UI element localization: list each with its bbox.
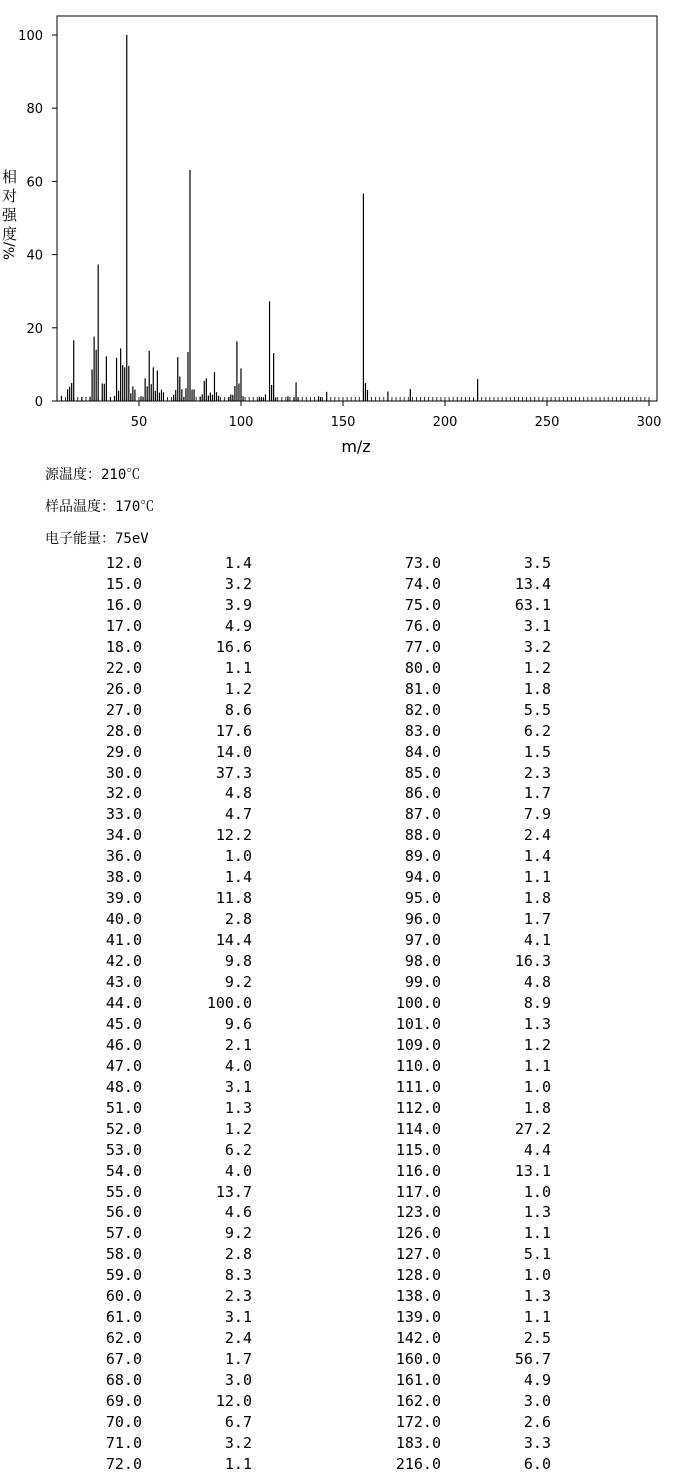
y-major-ticks <box>18 29 57 410</box>
mz-cell: 160.0 <box>395 1350 441 1369</box>
intensity-cell: 1.3 <box>523 1287 551 1306</box>
mz-cell: 67.0 <box>105 1350 142 1369</box>
mz-cell: 17.0 <box>105 616 142 635</box>
mz-cell: 74.0 <box>404 574 441 593</box>
table-row <box>0 909 680 930</box>
y-tick-label: 60 <box>26 175 43 191</box>
table-row <box>0 1098 680 1119</box>
intensity-cell: 1.8 <box>523 679 551 698</box>
mz-cell: 85.0 <box>404 763 441 782</box>
mz-cell: 52.0 <box>105 1119 142 1138</box>
mz-cell: 53.0 <box>105 1140 142 1159</box>
intensity-cell: 1.1 <box>224 1454 252 1473</box>
intensity-cell: 12.2 <box>215 826 252 845</box>
table-row <box>0 1370 680 1391</box>
intensity-cell: 9.6 <box>224 1014 252 1033</box>
intensity-cell: 2.4 <box>523 826 551 845</box>
mz-cell: 33.0 <box>105 805 142 824</box>
intensity-cell: 1.1 <box>523 868 551 887</box>
intensity-cell: 9.8 <box>224 952 252 971</box>
mz-cell: 51.0 <box>105 1098 142 1117</box>
mz-cell: 45.0 <box>105 1014 142 1033</box>
intensity-cell: 4.8 <box>224 784 252 803</box>
table-row <box>0 867 680 888</box>
mz-cell: 114.0 <box>395 1119 441 1138</box>
intensity-cell: 4.6 <box>224 1203 252 1222</box>
mz-cell: 54.0 <box>105 1161 142 1180</box>
intensity-cell: 1.3 <box>523 1203 551 1222</box>
mz-cell: 99.0 <box>404 973 441 991</box>
intensity-cell: 1.8 <box>523 1098 551 1117</box>
mz-cell: 172.0 <box>395 1412 441 1431</box>
intensity-cell: 9.2 <box>224 1224 252 1243</box>
peak-table <box>0 553 680 1474</box>
table-row <box>0 1223 680 1244</box>
mz-cell: 62.0 <box>105 1329 142 1348</box>
table-row <box>0 574 680 595</box>
mz-cell: 116.0 <box>395 1161 441 1180</box>
table-row <box>0 679 680 700</box>
mass-spectrum-chart <box>0 0 680 465</box>
mz-cell: 55.0 <box>105 1182 142 1201</box>
intensity-cell: 37.3 <box>215 763 252 782</box>
intensity-cell: 2.3 <box>523 763 551 782</box>
intensity-cell: 14.0 <box>215 742 252 761</box>
mz-cell: 38.0 <box>105 868 142 887</box>
table-row <box>0 553 680 574</box>
table-row <box>0 1035 680 1056</box>
y-tick-label: 100 <box>18 29 43 44</box>
mz-cell: 183.0 <box>395 1433 441 1452</box>
table-row <box>0 825 680 846</box>
intensity-cell: 1.2 <box>523 1035 551 1054</box>
mz-cell: 111.0 <box>395 1077 441 1096</box>
mz-cell: 27.0 <box>105 700 142 719</box>
y-tick-label: 20 <box>26 321 43 337</box>
intensity-cell: 1.0 <box>523 1266 551 1285</box>
x-tick-label: 300 <box>636 415 662 430</box>
mz-cell: 29.0 <box>105 742 142 761</box>
table-row <box>0 846 680 867</box>
intensity-cell: 1.0 <box>523 1077 551 1096</box>
mz-cell: 46.0 <box>105 1035 142 1054</box>
mz-cell: 142.0 <box>395 1329 441 1348</box>
mz-cell: 138.0 <box>395 1287 441 1306</box>
intensity-cell: 8.6 <box>224 700 252 719</box>
intensity-cell: 1.4 <box>224 868 252 887</box>
table-row <box>0 1056 680 1077</box>
mz-cell: 117.0 <box>395 1182 441 1201</box>
mz-cell: 28.0 <box>105 721 142 740</box>
intensity-cell: 3.2 <box>523 637 551 656</box>
mz-cell: 87.0 <box>404 805 441 824</box>
mz-cell: 216.0 <box>395 1454 441 1473</box>
intensity-cell: 3.0 <box>224 1371 252 1390</box>
mz-cell: 60.0 <box>105 1287 142 1306</box>
intensity-cell: 3.2 <box>224 1433 252 1452</box>
table-row <box>0 1328 680 1349</box>
table-row <box>0 1119 680 1140</box>
table-row <box>0 888 680 909</box>
intensity-cell: 1.7 <box>523 784 551 803</box>
mz-cell: 16.0 <box>105 595 142 614</box>
table-row <box>0 1244 680 1265</box>
intensity-cell: 3.2 <box>224 574 252 593</box>
intensity-cell: 12.0 <box>215 1392 252 1410</box>
table-row <box>0 721 680 742</box>
intensity-cell: 1.7 <box>523 910 551 929</box>
source-temperature: 源温度：210℃ <box>45 467 141 483</box>
table-row <box>0 616 680 637</box>
intensity-cell: 16.3 <box>514 952 551 971</box>
y-tick-label: 0 <box>34 395 43 410</box>
mz-cell: 68.0 <box>105 1371 142 1390</box>
intensity-cell: 14.4 <box>215 931 252 950</box>
intensity-cell: 4.1 <box>523 931 551 950</box>
table-row <box>0 1391 680 1412</box>
intensity-cell: 2.8 <box>224 1245 252 1264</box>
electron-energy: 电子能量：75eV <box>45 531 149 547</box>
mz-cell: 82.0 <box>404 700 441 719</box>
intensity-cell: 7.9 <box>523 805 551 824</box>
table-row <box>0 1454 680 1475</box>
intensity-cell: 3.1 <box>224 1077 252 1096</box>
intensity-cell: 16.6 <box>215 637 252 656</box>
intensity-cell: 4.7 <box>224 805 252 824</box>
intensity-cell: 1.5 <box>523 742 551 761</box>
table-row <box>0 1014 680 1035</box>
mz-cell: 126.0 <box>395 1224 441 1243</box>
mz-cell: 58.0 <box>105 1245 142 1264</box>
mz-cell: 40.0 <box>105 910 142 929</box>
intensity-cell: 1.3 <box>224 1098 252 1117</box>
table-row <box>0 658 680 679</box>
mz-cell: 61.0 <box>105 1308 142 1327</box>
mz-cell: 22.0 <box>105 658 142 677</box>
intensity-cell: 8.3 <box>224 1266 252 1285</box>
intensity-cell: 63.1 <box>514 595 551 614</box>
table-row <box>0 742 680 763</box>
mz-cell: 70.0 <box>105 1412 142 1431</box>
mz-cell: 139.0 <box>395 1308 441 1327</box>
mz-cell: 84.0 <box>404 742 441 761</box>
mz-cell: 71.0 <box>105 1433 142 1452</box>
mz-cell: 94.0 <box>404 868 441 887</box>
table-row <box>0 637 680 658</box>
mz-cell: 36.0 <box>105 847 142 866</box>
intensity-cell: 5.1 <box>523 1245 551 1264</box>
mz-cell: 34.0 <box>105 826 142 845</box>
intensity-cell: 1.1 <box>523 1224 551 1243</box>
intensity-cell: 4.9 <box>224 616 252 635</box>
y-tick-label: 80 <box>26 102 43 118</box>
mz-cell: 109.0 <box>395 1035 441 1054</box>
intensity-cell: 6.2 <box>224 1140 252 1159</box>
mz-cell: 72.0 <box>105 1454 142 1473</box>
mz-cell: 76.0 <box>404 616 441 635</box>
table-row <box>0 930 680 951</box>
mz-cell: 100.0 <box>395 993 441 1012</box>
intensity-cell: 3.5 <box>523 554 551 572</box>
table-row <box>0 1202 680 1223</box>
spectrum-peaks <box>61 35 477 401</box>
intensity-cell: 3.1 <box>523 616 551 635</box>
table-row <box>0 1349 680 1370</box>
intensity-cell: 1.4 <box>224 554 252 572</box>
mz-cell: 57.0 <box>105 1224 142 1243</box>
x-tick-label: 50 <box>130 415 148 430</box>
table-row <box>0 951 680 972</box>
intensity-cell: 100.0 <box>206 993 252 1012</box>
intensity-cell: 1.2 <box>523 658 551 677</box>
intensity-cell: 1.4 <box>523 847 551 866</box>
mz-cell: 41.0 <box>105 931 142 950</box>
mz-cell: 48.0 <box>105 1077 142 1096</box>
mz-cell: 115.0 <box>395 1140 441 1159</box>
intensity-cell: 6.0 <box>523 1454 551 1473</box>
table-row <box>0 1077 680 1098</box>
table-row <box>0 1182 680 1203</box>
x-tick-label: 250 <box>534 415 560 430</box>
intensity-cell: 27.2 <box>514 1119 551 1138</box>
mz-cell: 162.0 <box>395 1392 441 1410</box>
mz-cell: 18.0 <box>105 637 142 656</box>
sample-temperature: 样品温度：170℃ <box>45 499 155 515</box>
intensity-cell: 4.9 <box>523 1371 551 1390</box>
mz-cell: 86.0 <box>404 784 441 803</box>
intensity-cell: 3.9 <box>224 595 252 614</box>
mz-cell: 12.0 <box>105 554 142 572</box>
plot-frame <box>57 16 657 401</box>
mz-cell: 30.0 <box>105 763 142 782</box>
mz-cell: 161.0 <box>395 1371 441 1390</box>
table-row <box>0 783 680 804</box>
y-axis-unit: %/ <box>2 241 18 260</box>
intensity-cell: 1.8 <box>523 889 551 908</box>
intensity-cell: 56.7 <box>514 1350 551 1369</box>
intensity-cell: 2.3 <box>224 1287 252 1306</box>
intensity-cell: 1.1 <box>523 1308 551 1327</box>
table-row <box>0 1140 680 1161</box>
intensity-cell: 4.8 <box>523 973 551 991</box>
mz-cell: 43.0 <box>105 973 142 991</box>
mz-cell: 59.0 <box>105 1266 142 1285</box>
mz-cell: 56.0 <box>105 1203 142 1222</box>
x-tick-label: 150 <box>330 415 356 430</box>
mz-cell: 110.0 <box>395 1056 441 1075</box>
intensity-cell: 4.0 <box>224 1161 252 1180</box>
table-row <box>0 993 680 1014</box>
mz-cell: 80.0 <box>404 658 441 677</box>
mz-cell: 77.0 <box>404 637 441 656</box>
mz-cell: 97.0 <box>404 931 441 950</box>
intensity-cell: 1.3 <box>523 1014 551 1033</box>
intensity-cell: 4.0 <box>224 1056 252 1075</box>
intensity-cell: 6.2 <box>523 721 551 740</box>
table-row <box>0 1265 680 1286</box>
mz-cell: 83.0 <box>404 721 441 740</box>
mz-cell: 123.0 <box>395 1203 441 1222</box>
intensity-cell: 1.0 <box>523 1182 551 1201</box>
mz-cell: 95.0 <box>404 889 441 908</box>
intensity-cell: 2.4 <box>224 1329 252 1348</box>
table-row <box>0 972 680 993</box>
table-row <box>0 1161 680 1182</box>
intensity-cell: 1.0 <box>224 847 252 866</box>
mz-cell: 75.0 <box>404 595 441 614</box>
mz-cell: 112.0 <box>395 1098 441 1117</box>
intensity-cell: 3.1 <box>224 1308 252 1327</box>
intensity-cell: 2.6 <box>523 1412 551 1431</box>
mz-cell: 69.0 <box>105 1392 142 1410</box>
table-row <box>0 700 680 721</box>
x-tick-label: 100 <box>228 415 254 430</box>
table-row <box>0 804 680 825</box>
mz-cell: 26.0 <box>105 679 142 698</box>
mz-cell: 96.0 <box>404 910 441 929</box>
intensity-cell: 1.7 <box>224 1350 252 1369</box>
mz-cell: 81.0 <box>404 679 441 698</box>
intensity-cell: 5.5 <box>523 700 551 719</box>
intensity-cell: 2.8 <box>224 910 252 929</box>
mz-cell: 44.0 <box>105 993 142 1012</box>
mz-cell: 42.0 <box>105 952 142 971</box>
intensity-cell: 11.8 <box>215 889 252 908</box>
intensity-cell: 13.1 <box>514 1161 551 1180</box>
mz-cell: 39.0 <box>105 889 142 908</box>
table-row <box>0 763 680 784</box>
mz-cell: 128.0 <box>395 1266 441 1285</box>
table-row <box>0 595 680 616</box>
intensity-cell: 13.7 <box>215 1182 252 1201</box>
table-row <box>0 1433 680 1454</box>
intensity-cell: 1.1 <box>523 1056 551 1075</box>
y-tick-label: 40 <box>26 248 43 264</box>
mz-cell: 88.0 <box>404 826 441 845</box>
x-tick-label: 200 <box>432 415 458 430</box>
intensity-cell: 3.3 <box>523 1433 551 1452</box>
mz-cell: 47.0 <box>105 1056 142 1075</box>
intensity-cell: 1.2 <box>224 679 252 698</box>
intensity-cell: 13.4 <box>514 574 551 593</box>
y-axis-label: 相对强度 <box>2 168 18 243</box>
intensity-cell: 2.5 <box>523 1329 551 1348</box>
intensity-cell: 6.7 <box>224 1412 252 1431</box>
x-major-ticks <box>131 401 662 430</box>
mz-cell: 98.0 <box>404 952 441 971</box>
mz-cell: 15.0 <box>105 574 142 593</box>
mz-cell: 73.0 <box>404 554 441 572</box>
table-row <box>0 1307 680 1328</box>
mz-cell: 89.0 <box>404 847 441 866</box>
intensity-cell: 1.1 <box>224 658 252 677</box>
intensity-cell: 3.0 <box>523 1392 551 1410</box>
mz-cell: 127.0 <box>395 1245 441 1264</box>
intensity-cell: 2.1 <box>224 1035 252 1054</box>
mz-cell: 101.0 <box>395 1014 441 1033</box>
table-row <box>0 1412 680 1433</box>
intensity-cell: 17.6 <box>215 721 252 740</box>
table-row <box>0 1286 680 1307</box>
intensity-cell: 1.2 <box>224 1119 252 1138</box>
intensity-cell: 8.9 <box>523 993 551 1012</box>
mz-cell: 32.0 <box>105 784 142 803</box>
x-axis-label: m/z <box>341 437 371 456</box>
intensity-cell: 9.2 <box>224 973 252 991</box>
intensity-cell: 4.4 <box>523 1140 551 1159</box>
